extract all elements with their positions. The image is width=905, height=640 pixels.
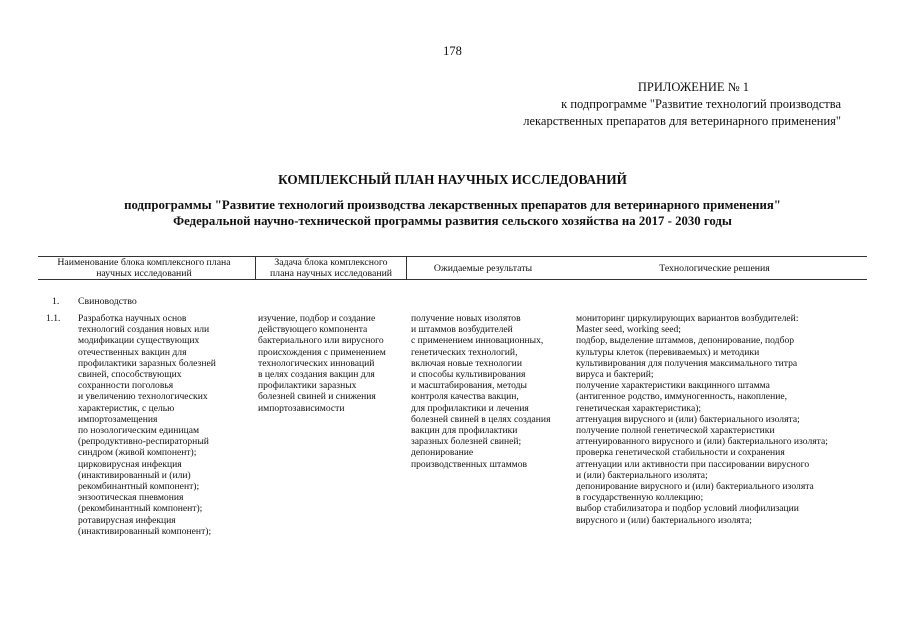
cell-line: цирковирусная инфекция xyxy=(78,458,182,470)
cell-line: бактериального или вирусного xyxy=(258,335,384,347)
cell-line: (инактивированный и (или) xyxy=(78,469,191,481)
cell-line: вакцин для профилактики xyxy=(411,425,518,437)
cell-line: вирусного и (или) бактериального изолята; xyxy=(576,514,752,526)
subtitle-line: Федеральной научно-технической программы развития сельского хозяйства на 2017 - 2030 годы xyxy=(173,214,732,228)
cell-line: производственных штаммов xyxy=(411,458,528,470)
cell-line: по нозологическим единицам xyxy=(78,425,200,437)
cell-line: (антигенное родство, иммуногенность, накопление, xyxy=(576,391,787,403)
appendix-title: ПРИЛОЖЕНИЕ № 1 xyxy=(637,80,749,94)
cell-line: происхождения с применением xyxy=(258,346,386,358)
cell-line: характеристик, с целью xyxy=(78,402,175,414)
cell-line: изучение, подбор и создание xyxy=(258,313,376,324)
cell-line: контроля качества вакцин, xyxy=(411,391,519,403)
cell-line: аттенуированного вирусного и (или) бактериального изолята; xyxy=(576,436,828,448)
header-text: научных исследований xyxy=(96,268,192,279)
cell-line: проверка генетической стабильности и сохранения xyxy=(576,447,785,459)
document-subtitle xyxy=(0,197,905,229)
cell-line: Master seed, working seed; xyxy=(576,324,681,336)
cell-line: модификации существующих xyxy=(78,335,200,347)
cell-line: технологий создания новых или xyxy=(78,324,210,336)
cell-line: и увеличению технологических xyxy=(78,391,208,403)
cell-line: и штаммов возбудителей xyxy=(411,324,513,336)
header-technological-solutions: Технологические решения xyxy=(659,262,770,274)
cell-line: болезней свиней в целях создания xyxy=(411,413,551,425)
page-number: 178 xyxy=(443,44,462,58)
appendix-line: к подпрограмме "Развитие технологий производства xyxy=(561,97,841,111)
section-title: Свиноводство xyxy=(78,296,137,307)
cell-line: культуры клеток (перевиваемых) и методики xyxy=(576,346,760,358)
section-heading xyxy=(52,296,137,307)
cell-line: подбор, выделение штаммов, депонирование, подбор xyxy=(576,335,795,347)
cell-line: отечественных вакцин для xyxy=(78,346,187,358)
header-block-name xyxy=(38,257,250,279)
cell-line: получение новых изолятов xyxy=(411,313,521,324)
header-text: Задача блока комплексного xyxy=(274,257,388,268)
cell-line: профилактики заразных xyxy=(258,380,357,392)
header-text: плана научных исследований xyxy=(269,268,393,279)
document-title: КОМПЛЕКСНЫЙ ПЛАН НАУЧНЫХ ИССЛЕДОВАНИЙ xyxy=(278,172,627,187)
cell-expected-results xyxy=(411,313,571,470)
cell-line: сохранности поголовья xyxy=(78,380,174,392)
cell-block-name xyxy=(78,313,258,537)
cell-line: импортозависимости xyxy=(258,402,345,414)
cell-line: действующего компонента xyxy=(258,324,368,336)
cell-technological-solutions xyxy=(576,313,867,526)
appendix-block xyxy=(523,79,841,130)
cell-line: вируса и бактерий; xyxy=(576,369,654,381)
cell-line: профилактики заразных болезней xyxy=(78,357,216,369)
cell-line: свиней, способствующих xyxy=(78,369,182,381)
row-number: 1.1. xyxy=(46,313,61,324)
cell-line: ротавирусная инфекция xyxy=(78,514,176,526)
subtitle-line: подпрограммы "Развитие технологий производства лекарственных препаратов для ветеринарного применения" xyxy=(124,198,781,212)
cell-line: (инактивированный компонент); xyxy=(78,525,212,537)
cell-line: и масштабирования, методы xyxy=(411,380,528,392)
cell-line: генетических технологий, xyxy=(411,346,518,358)
cell-line: (репродуктивно-респираторный xyxy=(78,436,209,448)
cell-line: и (или) бактериального изолята; xyxy=(576,469,708,481)
cell-line: импортозамещения xyxy=(78,413,158,425)
cell-line: генетическая характеристика); xyxy=(576,402,702,414)
cell-line: и способы культивирования xyxy=(411,369,526,381)
cell-line: рекомбинантный компонент); xyxy=(78,481,200,493)
header-text: Наименование блока комплексного плана xyxy=(57,257,231,268)
cell-line: выбор стабилизатора и подбор условий лиофилизации xyxy=(576,503,799,515)
cell-line: энзоотическая пневмония xyxy=(78,492,184,504)
cell-line: болезней свиней и снижения xyxy=(258,391,376,403)
cell-line: аттенуации или активности при пассировании вирусного xyxy=(576,458,810,470)
cell-line: мониторинг циркулирующих вариантов возбудителей: xyxy=(576,313,799,324)
appendix-line: лекарственных препаратов для ветеринарного применения" xyxy=(523,114,841,128)
cell-line: культивирования для получения максимального титра xyxy=(576,357,798,369)
cell-line: получение характеристики вакцинного штамма xyxy=(576,380,770,392)
cell-line: с применением инновационных, xyxy=(411,335,544,347)
cell-line: в целях создания вакцин для xyxy=(258,369,375,381)
cell-line: получение полной генетической характеристики xyxy=(576,425,775,437)
section-number: 1. xyxy=(52,296,60,307)
cell-line: депонирование вирусного и (или) бактериального изолята xyxy=(576,481,814,493)
cell-line: аттенуация вирусного и (или) бактериального изолята; xyxy=(576,413,800,425)
header-expected-results: Ожидаемые результаты xyxy=(433,262,533,274)
cell-task xyxy=(258,313,408,414)
cell-line: заразных болезней свиней; xyxy=(411,436,522,448)
cell-line: технологических инноваций xyxy=(258,357,375,369)
cell-line: для профилактики и лечения xyxy=(411,402,529,414)
header-block-task xyxy=(255,257,407,279)
cell-line: включая новые технологии xyxy=(411,357,522,369)
table-header xyxy=(38,256,867,280)
cell-line: синдром (живой компонент); xyxy=(78,447,197,459)
cell-line: в государственную коллекцию; xyxy=(576,492,704,504)
cell-line: депонирование xyxy=(411,447,474,459)
cell-line: (рекомбинантный компонент); xyxy=(78,503,203,515)
cell-line: Разработка научных основ xyxy=(78,313,187,324)
